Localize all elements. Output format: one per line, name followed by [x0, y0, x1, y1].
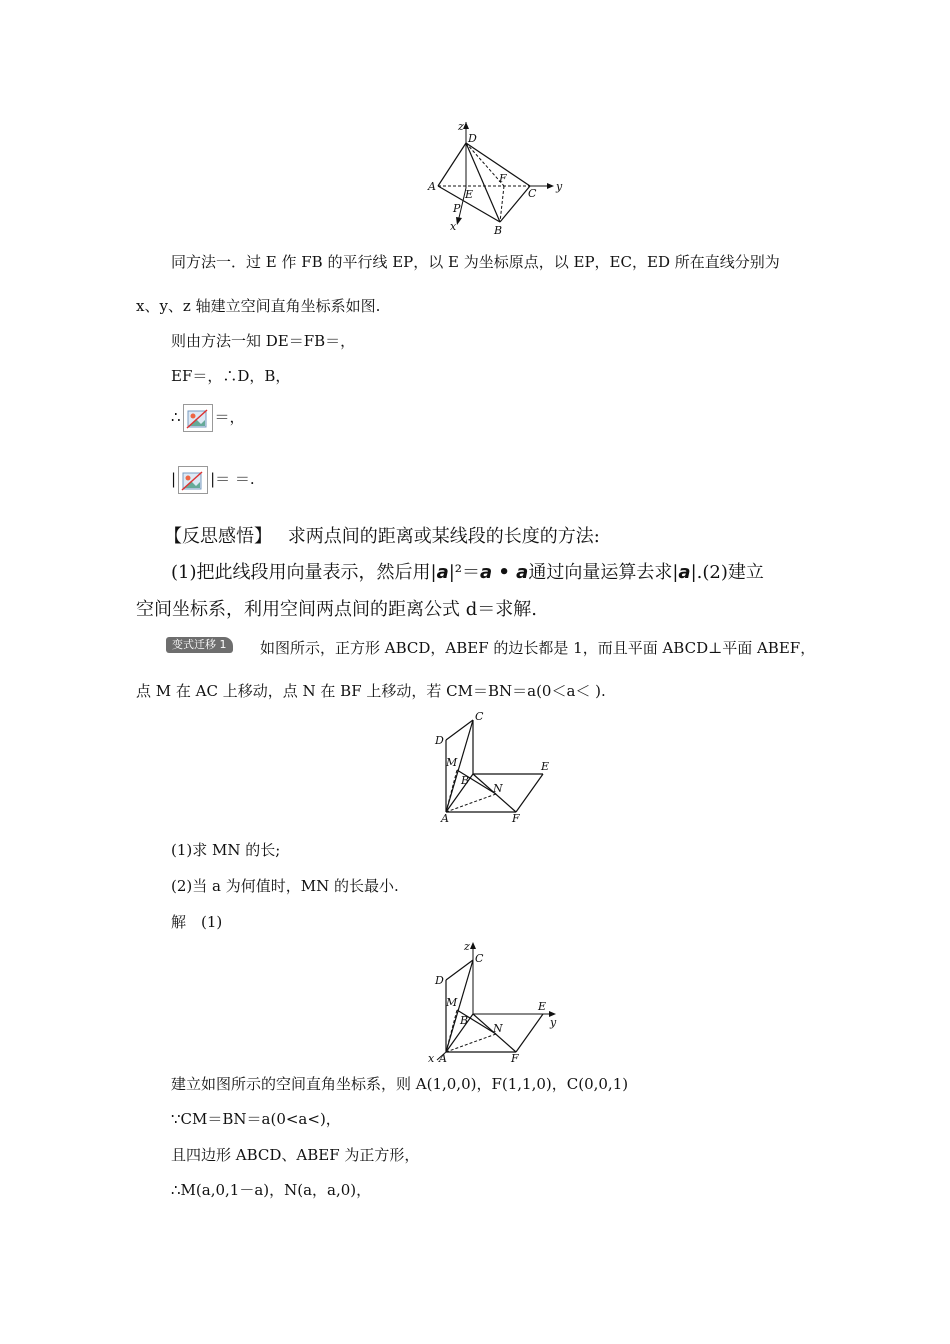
- fig3-label-F: F: [511, 1052, 519, 1064]
- question-2: (2)当 a 为何值时，MN 的长最小.: [171, 877, 399, 895]
- question-1: (1)求 MN 的长;: [171, 841, 281, 859]
- fig2-label-B: B: [461, 774, 470, 787]
- reflect-text: 求两点间的距离或某线段的长度的方法:: [287, 526, 600, 547]
- text-line: 建立如图所示的空间直角坐标系，则 A(1,0,0)，F(1,1,0)，C(0,0,1): [171, 1075, 629, 1093]
- fig3-label-C: C: [475, 952, 484, 965]
- vector-a: a: [678, 562, 691, 583]
- text-line: 且四边形 ABCD、ABEF 为正方形，: [171, 1146, 420, 1164]
- solution-label: 解 (1): [171, 913, 223, 931]
- text-span: (1)把此线段用向量表示，然后用|: [171, 562, 437, 583]
- fig1-label-P: P: [453, 202, 461, 215]
- fig3-label-x: x: [428, 1052, 435, 1064]
- fig2-label-D: D: [435, 734, 444, 747]
- text-span: |²＝: [448, 562, 480, 583]
- figure-two-squares-axes: [425, 938, 565, 1064]
- text-line-with-image: [171, 462, 255, 496]
- fig1-label-E: E: [465, 188, 474, 201]
- fig1-label-D: D: [468, 132, 477, 145]
- fig2-label-N: N: [493, 782, 503, 795]
- fig1-label-B: B: [494, 224, 503, 237]
- equals-text: ＝，: [214, 408, 245, 426]
- fig3-label-E: E: [538, 1000, 547, 1013]
- fig3-label-M: M: [446, 996, 458, 1009]
- fig1-label-z: z: [458, 120, 464, 133]
- figure-two-squares: [425, 706, 565, 824]
- fig3-label-D: D: [435, 974, 444, 987]
- text-line: 点 M 在 AC 上移动，点 N 在 BF 上移动，若 CM＝BN＝a(0＜a＜ ).: [136, 682, 606, 700]
- broken-image-icon: [183, 404, 213, 432]
- text-span: |.(2)建立: [690, 562, 764, 583]
- fig1-label-F: F: [499, 172, 507, 185]
- fig2-label-F: F: [512, 812, 520, 824]
- exercise-badge: 变式迁移 1: [166, 637, 233, 653]
- fig2-label-E: E: [541, 760, 550, 773]
- reflect-para-line1: [171, 560, 764, 586]
- fig3-label-y: y: [550, 1016, 557, 1029]
- figure-tetrahedron-axes: [420, 118, 570, 238]
- text-line: 如图所示，正方形 ABCD，ABEF 的边长都是 1，而且平面 ABCD⊥平面 ABEF，: [260, 639, 816, 657]
- fig3-label-A: A: [439, 1052, 447, 1064]
- fig1-label-y: y: [556, 180, 563, 193]
- reflect-heading: [164, 524, 600, 550]
- fig1-label-C: C: [528, 187, 537, 200]
- broken-image-icon: [178, 466, 208, 494]
- fig3-label-B: B: [460, 1014, 469, 1027]
- text-span: 通过向量运算去求|: [528, 562, 679, 583]
- text-line-with-image: [171, 400, 245, 434]
- abs-bar: |: [171, 470, 177, 488]
- fig3-label-N: N: [493, 1022, 503, 1035]
- text-line: ∵CM＝BN＝a(0<a<)，: [171, 1110, 341, 1128]
- text-line: 则由方法一知 DE＝FB＝，: [171, 332, 356, 350]
- text-line: 同方法一．过 E 作 FB 的平行线 EP，以 E 为坐标原点，以 EP，EC，ED 所在直线分别为: [171, 253, 780, 271]
- fig2-label-A: A: [441, 812, 449, 824]
- fig1-label-x: x: [450, 220, 457, 233]
- text-line: ∴M(a,0,1－a)，N(a，a,0)，: [171, 1181, 372, 1199]
- text-line: EF＝，∴D，B，: [171, 367, 291, 385]
- fig3-label-z: z: [464, 940, 470, 953]
- therefore-symbol: ∴: [171, 408, 181, 426]
- text-line: x、y、z 轴建立空间直角坐标系如图.: [136, 297, 381, 315]
- reflect-para-line2: 空间坐标系，利用空间两点间的距离公式 d＝求解.: [136, 599, 537, 620]
- reflect-title: 【反思感悟】: [164, 526, 272, 547]
- vector-a: a: [436, 562, 449, 583]
- fig2-label-M: M: [446, 756, 458, 769]
- equals-text: |＝ ＝.: [210, 470, 255, 488]
- fig2-label-C: C: [475, 710, 484, 723]
- fig1-label-A: A: [428, 180, 436, 193]
- vector-dot-product: a • a: [480, 562, 529, 583]
